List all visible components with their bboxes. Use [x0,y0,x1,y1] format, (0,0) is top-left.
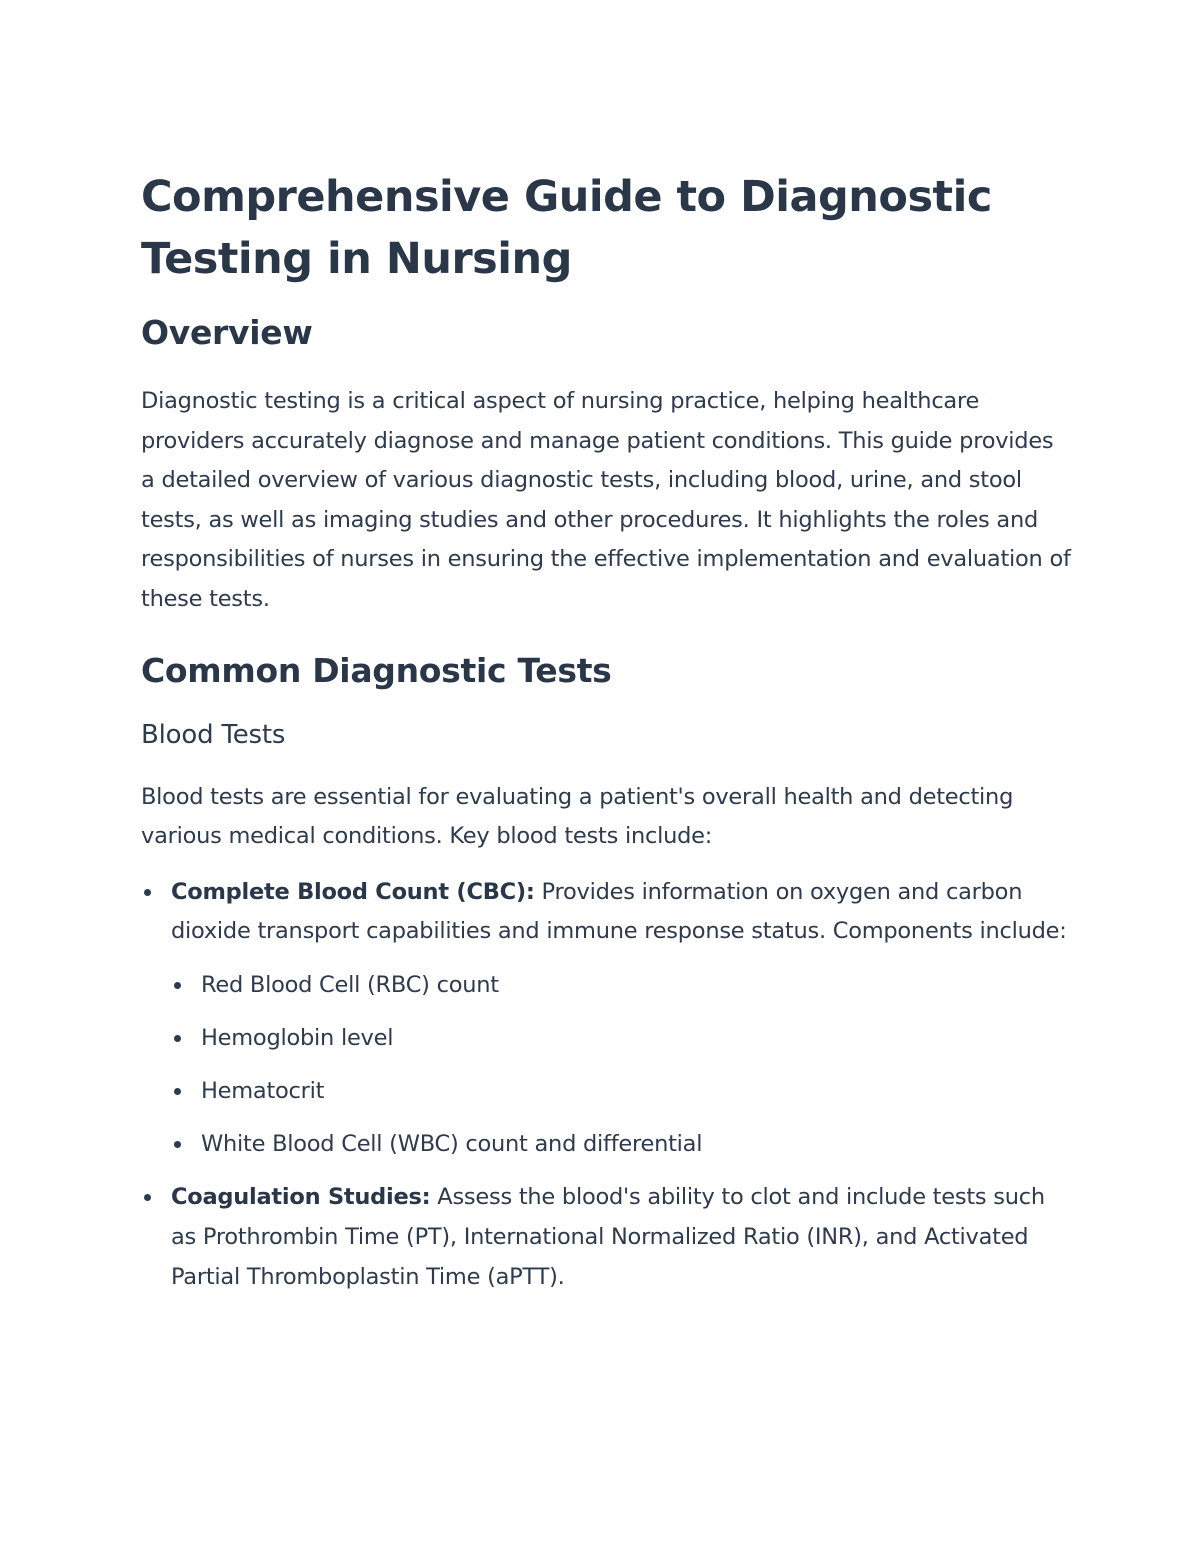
bullet-icon [174,1088,181,1095]
blood-tests-heading: Blood Tests [141,719,286,750]
blood-tests-intro: Blood tests are essential for evaluating a patient's overall health and detecting various medical conditions. Key blood tests include: [141,783,1014,850]
sub-list-item-label: White Blood Cell (WBC) count and differential [201,1130,703,1157]
sub-list-item [171,966,1071,1006]
overview-heading: Overview [141,313,313,352]
cbc-components-list [171,966,1071,1165]
bullet-icon [144,1194,151,1201]
list-item-description: Assess the blood's ability to clot and include tests such as Prothrombin Time (PT), International Normalized Ratio (INR), and Activated Partial Thromboplastin Time (aPTT). [171,1184,1045,1290]
overview-paragraph: Diagnostic testing is a critical aspect of nursing practice, helping healthcare providers accurately diagnose and manage patient conditions. This guide provides a detailed overview of various diagnostic tests, including blood, urine, and stool tests, as well as imaging studies and other procedures. It highlights the roles and responsibilities of nurses in ensuring the effective implementation and evaluation of these tests. [141,388,1071,612]
bullet-icon [174,1035,181,1042]
sub-list-item-label: Hemoglobin level [201,1024,394,1051]
document-title: Comprehensive Guide to Diagnostic Testing in Nursing [141,172,992,284]
sub-list-item [171,1019,1071,1059]
document-page [141,166,1071,1297]
blood-tests-list [141,873,1071,1298]
list-item-term: Coagulation Studies: [171,1184,431,1211]
bullet-icon [144,889,151,896]
common-tests-heading: Common Diagnostic Tests [141,650,612,690]
list-item-description: Provides information on oxygen and carbon dioxide transport capabilities and immune response status. Components include: [171,878,1067,945]
list-item-term: Complete Blood Count (CBC): [171,878,535,905]
sub-list-item [171,1072,1071,1112]
sub-list-item-label: Red Blood Cell (RBC) count [201,971,499,998]
bullet-icon [174,1141,181,1148]
bullet-icon [174,982,181,989]
list-item-cbc [141,873,1071,1165]
sub-list-item [171,1125,1071,1165]
sub-list-item-label: Hematocrit [201,1077,325,1104]
list-item-coagulation [141,1178,1071,1297]
